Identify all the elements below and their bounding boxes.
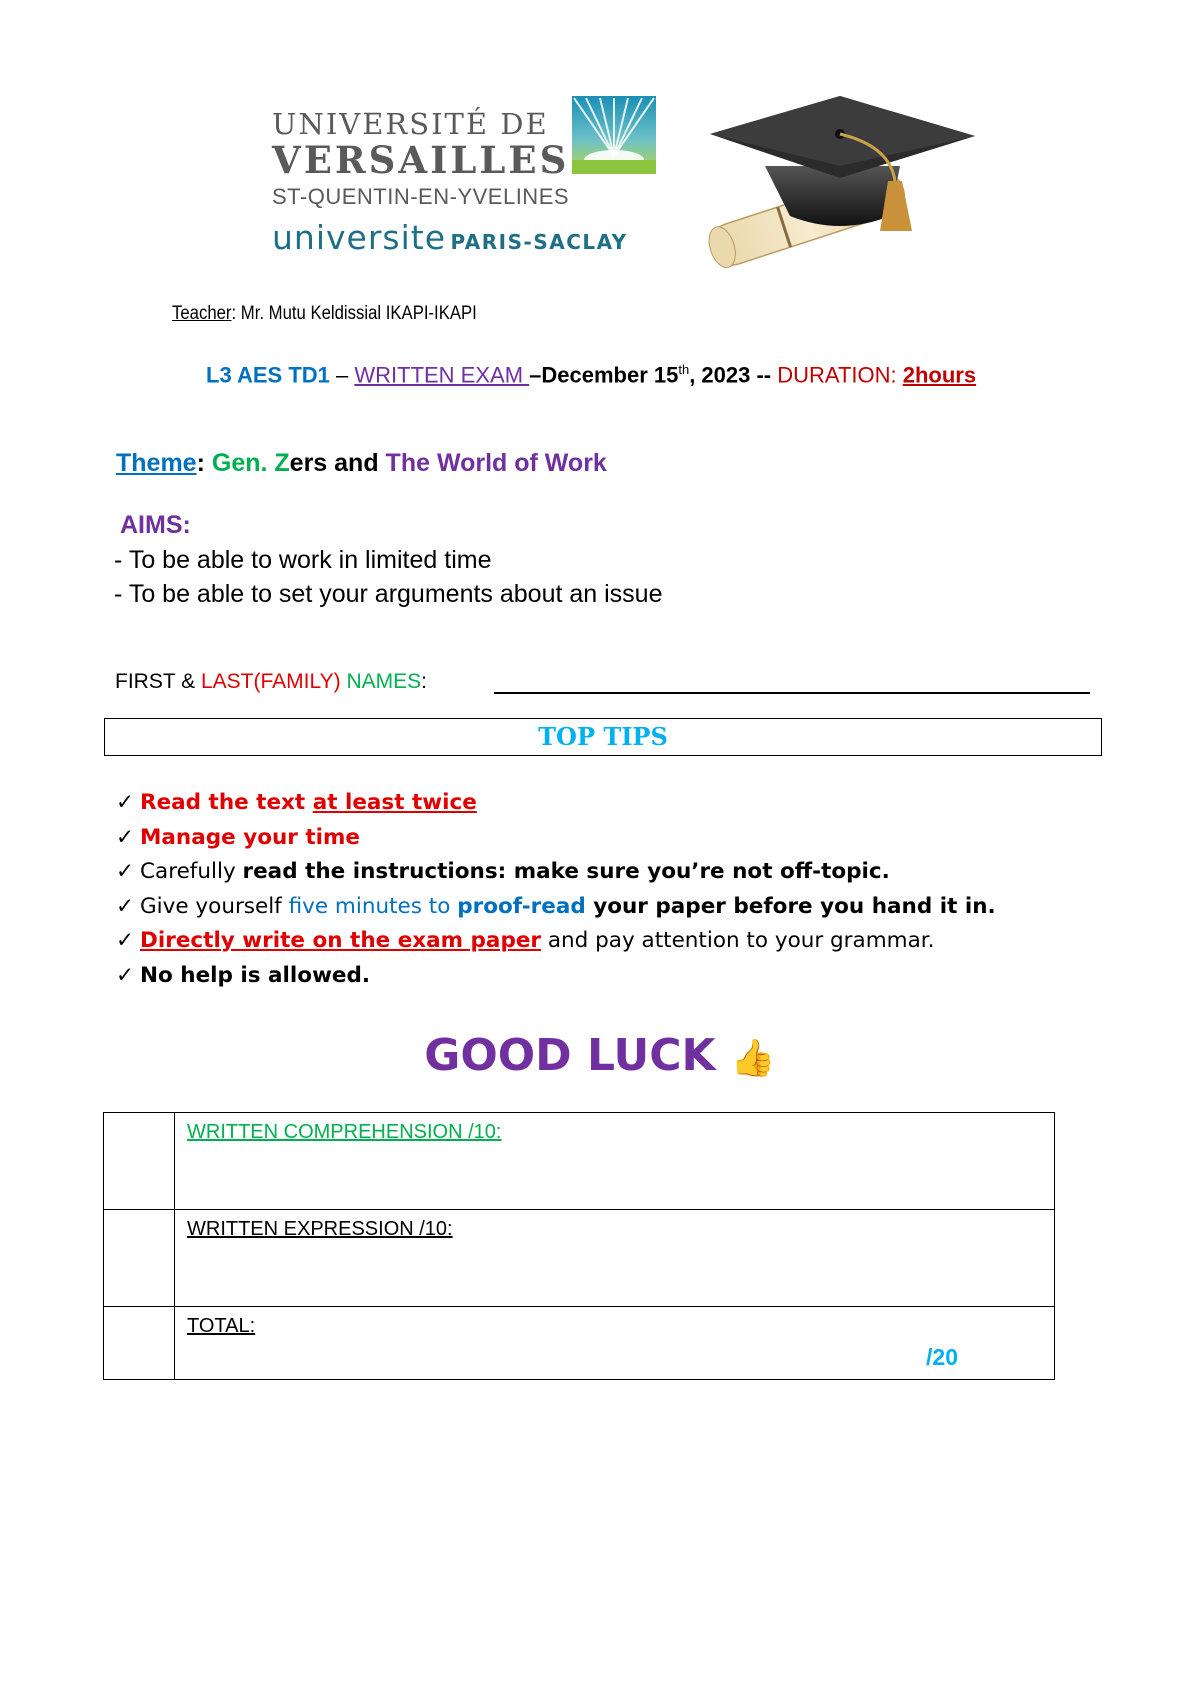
graduation-cap-icon <box>690 86 980 276</box>
names-first: FIRST & <box>115 670 201 693</box>
exam-date-suffix: th <box>678 362 690 377</box>
comprehension-cell <box>175 1113 1055 1210</box>
score-cell[interactable] <box>104 1113 175 1210</box>
tip-text: Carefully <box>140 859 243 884</box>
names-write-line[interactable] <box>494 692 1090 694</box>
names-colon: : <box>421 670 427 693</box>
theme-label: Theme <box>116 449 197 477</box>
saclay-logo-part2: PARIS-SACLAY <box>450 230 628 254</box>
tip-text: read the instructions: make sure you’re not off-topic. <box>242 859 890 884</box>
tip-item <box>116 790 477 815</box>
sunrise-logo-icon <box>572 96 656 174</box>
expression-label: WRITTEN EXPRESSION /10: <box>187 1218 453 1240</box>
tip-text: Manage your time <box>140 825 361 850</box>
good-luck-banner <box>0 1030 1200 1081</box>
table-row <box>104 1210 1055 1307</box>
table-row <box>104 1113 1055 1210</box>
top-tips-title: TOP TIPS <box>538 722 668 751</box>
check-icon: ✓ <box>116 859 135 884</box>
grades-table <box>103 1112 1055 1380</box>
total-score: /20 <box>926 1344 958 1370</box>
check-icon: ✓ <box>116 790 135 815</box>
uvsq-logo-line2: VERSAILLES <box>272 138 570 182</box>
score-cell[interactable] <box>104 1307 175 1380</box>
tip-text: and pay attention to your grammar. <box>541 928 935 953</box>
tip-item <box>116 825 360 850</box>
tip-text: Give yourself <box>140 894 289 919</box>
tip-item <box>116 963 370 988</box>
exam-type: WRITTEN EXAM <box>354 362 530 388</box>
tip-text: at least twice <box>312 790 477 815</box>
names-last: LAST(FAMILY) <box>200 670 347 693</box>
aims-heading: AIMS: <box>120 511 191 539</box>
exam-date: –December 15 <box>529 362 679 388</box>
tip-item <box>116 894 996 919</box>
theme-line <box>116 449 607 478</box>
saclay-logo-part1: universite <box>272 218 447 257</box>
tip-item <box>116 928 934 953</box>
thumbs-up-icon: 👍 <box>730 1038 776 1079</box>
uvsq-logo-line1: UNIVERSITÉ DE <box>272 107 549 141</box>
teacher-line <box>172 303 477 325</box>
aim-item: - To be able to work in limited time <box>114 546 492 574</box>
teacher-value: : Mr. Mutu Keldissial IKAPI-IKAPI <box>231 303 477 324</box>
names-names: NAMES <box>346 670 422 693</box>
theme-gen: Gen. Z <box>211 449 290 477</box>
exam-title <box>206 362 976 388</box>
table-row <box>104 1307 1055 1380</box>
tip-text: your paper before you hand it in. <box>585 894 996 919</box>
theme-ers: ers and <box>289 449 386 477</box>
duration-value: 2hours <box>902 362 977 388</box>
tip-text: No help is allowed. <box>140 963 371 988</box>
theme-colon: : <box>196 449 212 477</box>
check-icon: ✓ <box>116 928 135 953</box>
total-cell <box>175 1307 1055 1380</box>
tip-text: proof-read <box>457 894 586 919</box>
exam-year: , 2023 -- <box>689 362 778 388</box>
check-icon: ✓ <box>116 825 135 850</box>
paris-saclay-logo <box>272 218 628 257</box>
expression-cell <box>175 1210 1055 1307</box>
score-cell[interactable] <box>104 1210 175 1307</box>
top-tips-box <box>104 718 1102 756</box>
names-field-label <box>115 670 427 694</box>
check-icon: ✓ <box>116 963 135 988</box>
aim-item: - To be able to set your arguments about an issue <box>114 580 663 608</box>
tip-item <box>116 859 890 884</box>
tip-text: Read the text <box>140 790 313 815</box>
title-dash: – <box>329 362 355 388</box>
check-icon: ✓ <box>116 894 135 919</box>
tip-text: five minutes to <box>288 894 458 919</box>
duration-label: DURATION: <box>777 362 903 388</box>
total-label: TOTAL: <box>187 1315 256 1337</box>
teacher-label: Teacher <box>172 303 232 324</box>
comprehension-label: WRITTEN COMPREHENSION /10: <box>187 1121 502 1143</box>
theme-world: The World of Work <box>385 449 607 477</box>
tip-text: Directly write on the exam paper <box>140 928 542 953</box>
course-code: L3 AES TD1 <box>206 362 330 388</box>
uvsq-logo-line3: ST-QUENTIN-EN-YVELINES <box>272 184 570 209</box>
good-luck-text: GOOD LUCK <box>424 1030 716 1081</box>
